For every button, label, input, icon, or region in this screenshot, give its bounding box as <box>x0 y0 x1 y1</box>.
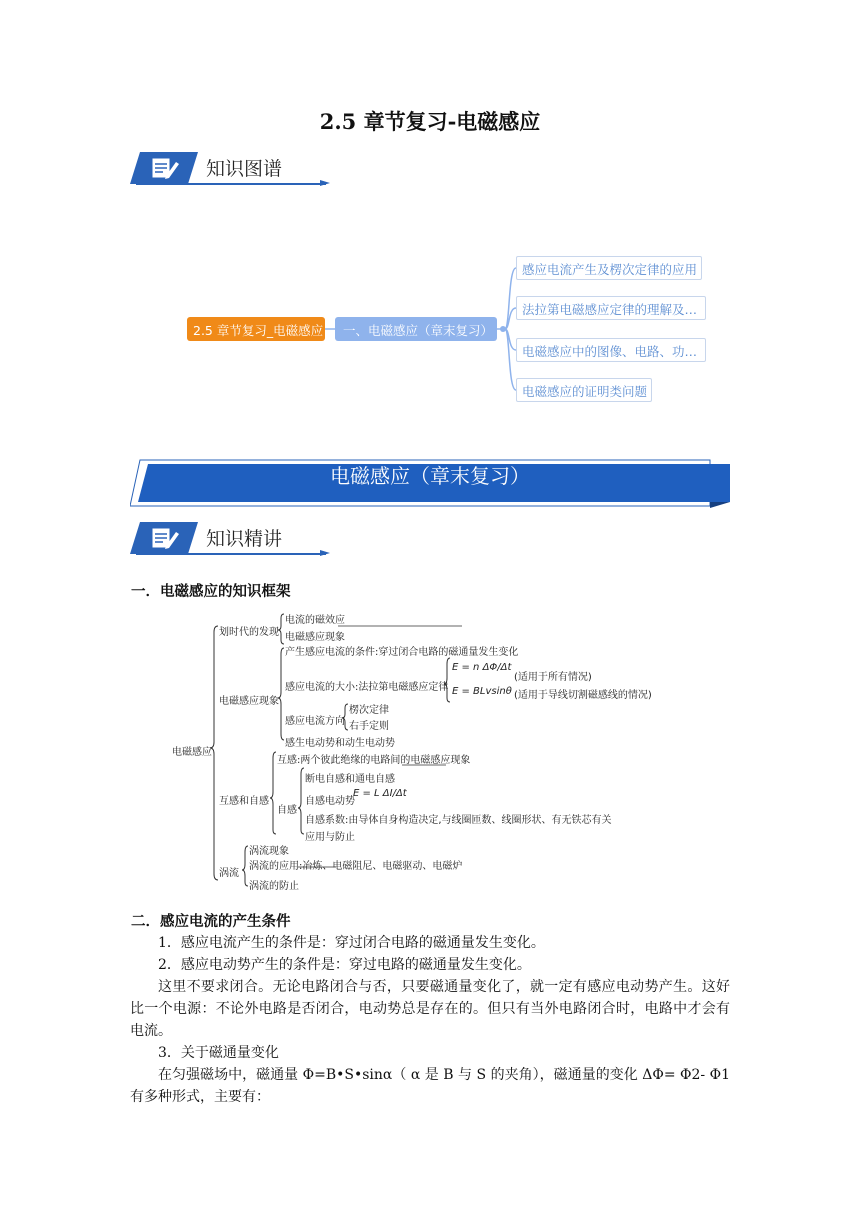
paragraph: 1．感应电流产生的条件是：穿过闭合电路的磁通量发生变化。 <box>158 935 545 951</box>
framework-item: 涡流的应用:冶炼、电磁阻尼、电磁驱动、电磁炉 <box>249 861 463 872</box>
mindmap-leaf-node[interactable]: 感应电流产生及楞次定律的应用 <box>516 256 702 280</box>
section-label: 知识图谱 <box>206 158 283 180</box>
notepad-icon <box>130 522 198 554</box>
framework-item: 自感 <box>277 805 297 816</box>
framework-item: 感生电动势和动生电动势 <box>285 738 395 749</box>
arrow-icon <box>320 549 330 557</box>
arrow-icon <box>320 179 330 187</box>
framework-item: 应用与防止 <box>305 832 355 843</box>
framework-item: 断电自感和通电自感 <box>305 774 395 785</box>
mindmap-leaf-node[interactable]: 法拉第电磁感应定律的理解及… <box>516 296 706 320</box>
mindmap-leaf-node[interactable]: 电磁感应中的图像、电路、功… <box>516 338 706 362</box>
framework-branch: 划时代的发现 <box>219 627 279 638</box>
framework-branch: 互感和自感 <box>219 796 269 807</box>
banner-title: 电磁感应（章末复习） <box>330 464 530 488</box>
section-header-knowledge-map <box>130 152 330 192</box>
heading-conditions: 二．感应电流的产生条件 <box>131 914 291 930</box>
mindmap-leaf-node[interactable]: 电磁感应的证明类问题 <box>516 378 652 402</box>
notepad-icon <box>130 152 198 184</box>
framework-item: 电流的磁效应 <box>285 615 345 626</box>
mindmap-root-node[interactable]: 2.5 章节复习_电磁感应 <box>187 317 325 341</box>
paragraph: 在匀强磁场中，磁通量 Φ=B•S•sinα（ α 是 B 与 S 的夹角），磁通量的变化 ΔΦ= Φ2- Φ1 有多种形式，主要有： <box>130 1067 730 1105</box>
framework-branch: 电磁感应现象 <box>219 696 279 707</box>
section-underline <box>136 183 326 185</box>
section-header-knowledge-detail <box>130 522 330 562</box>
framework-item: 自感电动势 <box>305 796 355 807</box>
paragraph: 2．感应电动势产生的条件是：穿过电路的磁通量发生变化。 <box>158 957 531 973</box>
framework-formula: E = n ΔΦ/Δt <box>452 662 512 673</box>
heading-framework: 一．电磁感应的知识框架 <box>131 584 291 600</box>
chapter-banner <box>130 458 730 508</box>
mindmap-topic-node[interactable]: 一、电磁感应（章末复习） <box>335 317 497 341</box>
framework-item: 产生感应电流的条件:穿过闭合电路的磁通量发生变化 <box>285 647 519 658</box>
framework-item: 电磁感应现象 <box>285 632 345 643</box>
section-underline <box>136 553 326 555</box>
framework-formula-note: (适用于所有情况) <box>514 672 592 683</box>
section-label: 知识精讲 <box>206 528 283 550</box>
framework-item: 涡流的防止 <box>249 881 299 892</box>
paragraph: 这里不要求闭合。无论电路闭合与否，只要磁通量变化了，就一定有感应电动势产生。这好比一个电源：不论外电路是否闭合，电动势总是存在的。但只有当外电路闭合时，电路中才会有电流。 <box>130 979 730 1039</box>
framework-item: 涡流现象 <box>249 846 289 857</box>
framework-item: 右手定则 <box>349 721 389 732</box>
framework-item: 感应电流方向 <box>285 716 345 727</box>
framework-formula: E = L ΔI/Δt <box>353 788 407 799</box>
framework-root: 电磁感应 <box>172 747 212 758</box>
framework-formula-note: (适用于导线切割磁感线的情况) <box>514 690 652 701</box>
framework-item: 楞次定律 <box>349 705 389 716</box>
framework-item: 感应电流的大小:法拉第电磁感应定律 <box>285 682 449 693</box>
paragraph: 3．关于磁通量变化 <box>158 1045 279 1061</box>
framework-item: 互感:两个彼此绝缘的电路间的电磁感应现象 <box>277 755 471 766</box>
framework-diagram <box>170 606 670 896</box>
framework-branch: 涡流 <box>219 868 239 879</box>
framework-formula: E = BLvsinθ <box>452 686 512 697</box>
framework-item: 自感系数:由导体自身构造决定,与线圈匝数、线圈形状、有无铁芯有关 <box>305 815 612 826</box>
page-title: 2.5 章节复习-电磁感应 <box>319 109 541 134</box>
